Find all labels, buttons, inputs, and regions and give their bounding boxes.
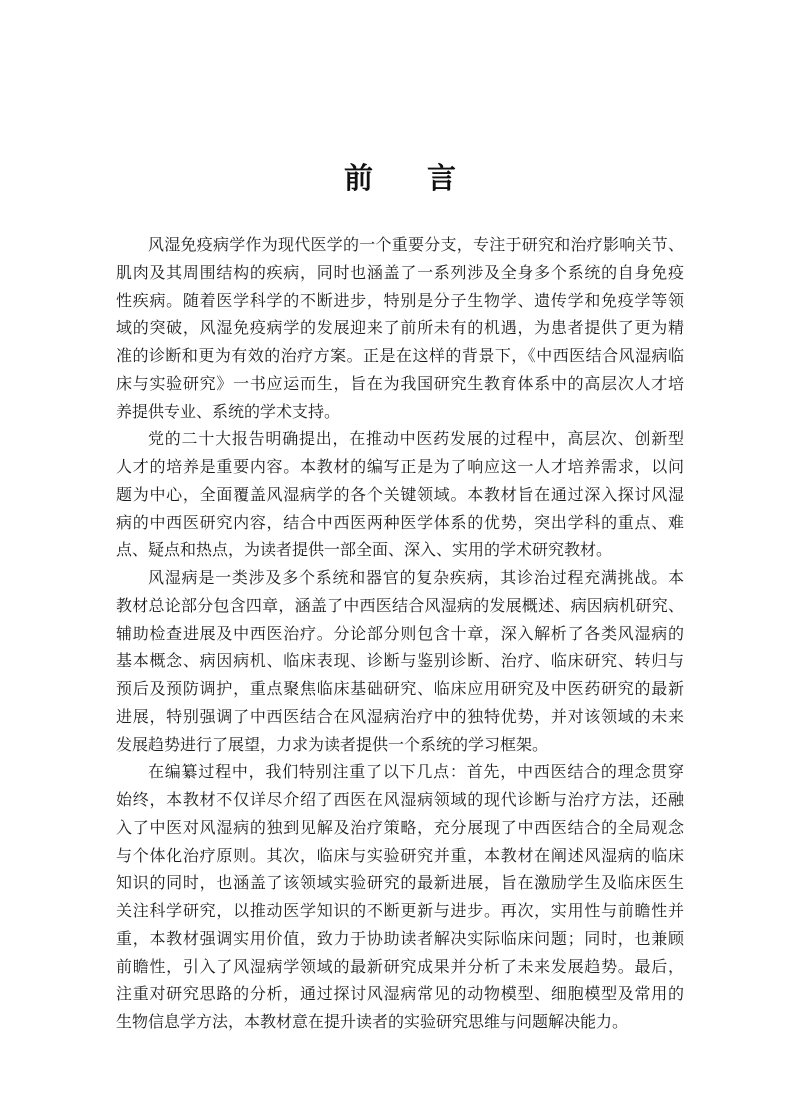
paragraph-line: 点、疑点和热点，为读者提供一部全面、深入、实用的学术研究教材。	[116, 540, 613, 560]
paragraph-line: 重，本教材强调实用价值，致力于协助读者解决实际临床问题；同时，也兼顾	[116, 928, 684, 948]
paragraph-line: 入了中医对风湿病的独到见解及治疗策略，充分展现了中西医结合的全局观念	[116, 817, 684, 837]
paragraph-line: 风湿病是一类涉及多个系统和器官的复杂疾病，其诊治过程充满挑战。本	[148, 568, 684, 587]
paragraph-line: 域的突破，风湿免疫病学的发展迎来了前所未有的机遇，为患者提供了更为精	[116, 318, 684, 338]
paragraph	[116, 425, 684, 564]
paragraph-line: 病的中西医研究内容，结合中西医两种医学体系的优势，突出学科的重点、难	[116, 512, 684, 532]
paragraph-line: 床与实验研究》一书应运而生，旨在为我国研究生教育体系中的高层次人才培	[116, 373, 684, 393]
paragraph-line: 性疾病。随着医学科学的不断进步，特别是分子生物学、遗传学和免疫学等领	[116, 290, 684, 310]
paragraph-line: 辅助检查进展及中西医治疗。分论部分则包含十章，深入解析了各类风湿病的	[116, 623, 684, 643]
paragraph-line: 准的诊断和更为有效的治疗方案。正是在这样的背景下，《中西医结合风湿病临	[116, 346, 684, 365]
paragraph-line: 基本概念、病因病机、临床表现、诊断与鉴别诊断、治疗、临床研究、转归与	[116, 651, 684, 671]
paragraph-line: 养提供专业、系统的学术支持。	[116, 401, 341, 421]
paragraph-line: 始终，本教材不仅详尽介绍了西医在风湿病领域的现代诊断与治疗方法，还融	[116, 790, 684, 809]
paragraph	[116, 231, 684, 425]
paragraph-line: 教材总论部分包含四章，涵盖了中西医结合风湿病的发展概述、病因病机研究、	[116, 595, 684, 615]
page-title: 前言	[343, 161, 510, 195]
paragraph-line: 肌肉及其周围结构的疾病，同时也涵盖了一系列涉及全身多个系统的自身免疫	[116, 262, 684, 282]
paragraph-line: 生物信息学方法，本教材意在提升读者的实验研究思维与问题解决能力。	[116, 1012, 629, 1031]
paragraph-line: 党的二十大报告明确提出，在推动中医药发展的过程中，高层次、创新型	[148, 429, 684, 449]
paragraph-line: 在编纂过程中，我们特别注重了以下几点：首先，中西医结合的理念贯穿	[148, 762, 684, 782]
paragraph-line: 关注科学研究，以推动医学知识的不断更新与进步。再次，实用性与前瞻性并	[116, 901, 684, 920]
paragraph-line: 与个体化治疗原则。其次，临床与实验研究并重，本教材在阐述风湿病的临床	[116, 845, 684, 865]
paragraph-line: 注重对研究思路的分析，通过探讨风湿病常见的动物模型、细胞模型及常用的	[116, 984, 684, 1004]
paragraph-line: 发展趋势进行了展望，力求为读者提供一个系统的学习框架。	[116, 734, 549, 754]
paragraph-line: 风湿免疫病学作为现代医学的一个重要分支，专注于研究和治疗影响关节、	[148, 235, 684, 254]
paragraph	[116, 564, 684, 758]
paragraph-line: 前瞻性，引入了风湿病学领域的最新研究成果并分析了未来发展趋势。最后，	[116, 956, 684, 976]
paragraph-line: 预后及预防调护，重点聚焦临床基础研究、临床应用研究及中医药研究的最新	[116, 679, 684, 698]
preface-body	[116, 231, 684, 1036]
paragraph-line: 人才的培养是重要内容。本教材的编写正是为了响应这一人才培养需求，以问	[116, 457, 684, 476]
paragraph-line: 进展，特别强调了中西医结合在风湿病治疗中的独特优势，并对该领域的未来	[116, 706, 684, 726]
paragraph	[116, 758, 684, 1036]
paragraph-line: 知识的同时，也涵盖了该领域实验研究的最新进展，旨在激励学生及临床医生	[116, 873, 684, 893]
paragraph-line: 题为中心，全面覆盖风湿病学的各个关键领域。本教材旨在通过深入探讨风湿	[116, 484, 684, 504]
